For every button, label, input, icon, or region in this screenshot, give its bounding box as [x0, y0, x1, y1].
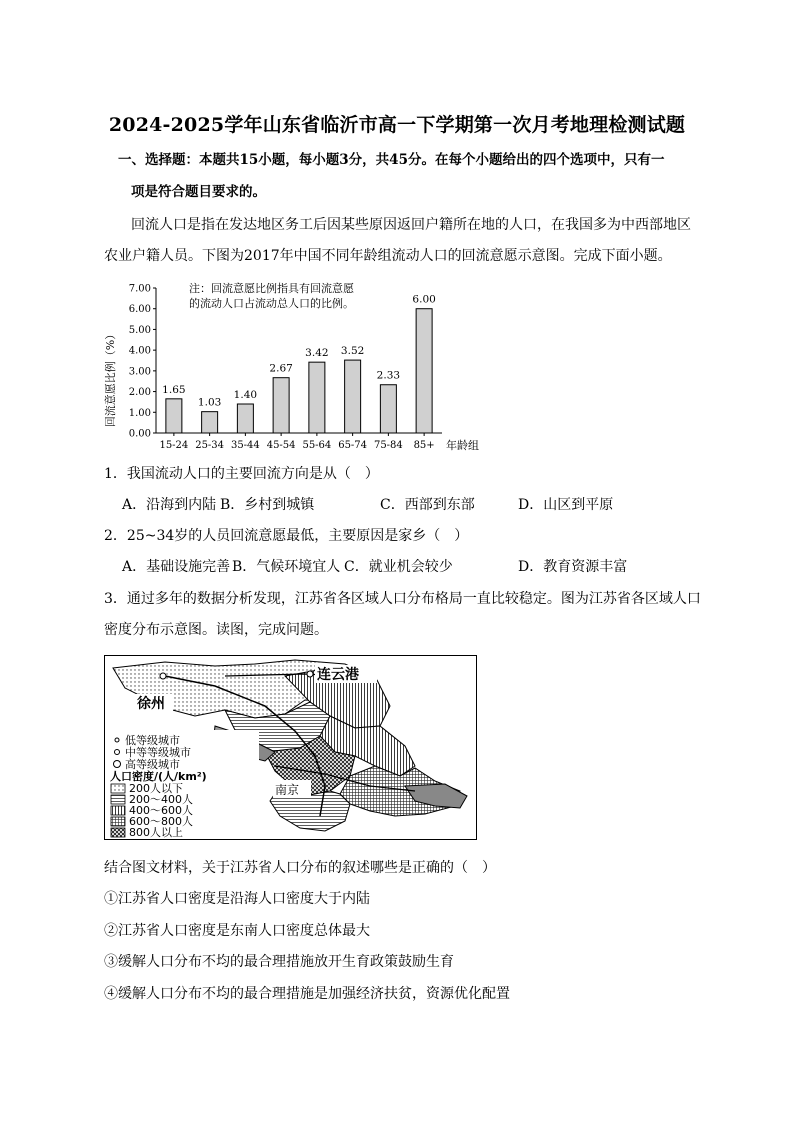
section-heading-line2: 项是符合题目要求的。 [131, 184, 266, 200]
question-3-item-1: ①江苏省人口密度是沿海人口密度大于内陆 [104, 891, 370, 907]
question-3-item-4: ④缓解人口分布不均的最合理措施是加强经济扶贫，资源优化配置 [104, 986, 510, 1002]
chart-bar-value-label: 2.67 [269, 362, 293, 375]
chart-x-axis-label: 年龄组 [446, 439, 479, 452]
chart-bar [166, 399, 182, 433]
page-title: 2024-2025学年山东省临沂市高一下学期第一次月考地理检测试题 [108, 114, 686, 136]
question-1-option-b: B．乡村到城镇 [220, 497, 315, 513]
chart-bar-value-label: 2.33 [376, 369, 401, 382]
chart-y-tick-label: 5.00 [128, 324, 151, 336]
question-3-item-3: ③缓解人口分布不均的最合理措施放开生育政策鼓励生育 [104, 954, 454, 970]
legend-density-3: 400～600人 [129, 804, 193, 817]
chart-y-tick-label: 0.00 [128, 428, 151, 440]
legend-density-5: 800人以上 [129, 826, 183, 839]
chart-bar-value-label: 1.03 [197, 396, 222, 409]
chart-bar [345, 360, 361, 433]
chart-bar [309, 362, 325, 433]
question-3-intro-line2: 密度分布示意图。读图，完成问题。 [104, 622, 328, 638]
legend-high-city: 高等级城市 [125, 758, 180, 771]
intro-line1: 回流人口是指在发达地区务工后因某些原因返回户籍所在地的人口，在我国多为中西部地区 [131, 217, 691, 233]
question-1-option-d: D．山区到平原 [518, 497, 614, 513]
city-marker-xuzhou [160, 673, 166, 679]
chart-bar-value-label: 3.52 [340, 345, 365, 358]
question-2-option-a: A．基础设施完善 [122, 559, 231, 575]
chart-y-tick-label: 6.00 [128, 304, 151, 316]
chart-y-tick-label: 4.00 [128, 345, 151, 357]
chart-bar-value-label: 3.42 [305, 347, 329, 360]
question-2-option-b: B．气候环境宜人 [232, 559, 341, 575]
chart-bar-value-label: 1.65 [162, 383, 186, 396]
legend-density-4: 600～800人 [129, 815, 193, 828]
legend-mid-city: 中等等级城市 [125, 746, 191, 759]
map-drawing [105, 656, 477, 840]
chart-y-tick-label: 1.00 [128, 407, 151, 419]
chart-bar-value-label: 1.40 [233, 389, 258, 401]
chart-note [189, 281, 354, 310]
intro-line2: 农业户籍人员。下图为2017年中国不同年龄组流动人口的回流意愿示意图。完成下面小题。 [104, 248, 672, 264]
question-3-item-2: ②江苏省人口密度是东南人口密度总体最大 [104, 923, 370, 939]
legend-density-title: 人口密度/(人/km²) [110, 770, 207, 783]
question-1-stem: 1．我国流动人口的主要回流方向是从（ ） [104, 466, 379, 482]
chart-bar [273, 378, 289, 433]
city-label-nanjing: 南京 [275, 783, 300, 797]
chart-x-tick-label: 15-24 [159, 440, 189, 451]
chart-note-line1: 注：回流意愿比例指具有回流意愿 [189, 282, 354, 295]
map-legend [109, 730, 259, 839]
question-2-stem: 2．25~34岁的人员回流意愿最低，主要原因是家乡（ ） [104, 528, 469, 544]
jiangsu-population-density-map [104, 655, 477, 840]
chart-y-tick-label: 3.00 [128, 366, 151, 378]
legend-density-2: 200～400人 [129, 793, 193, 806]
chart-y-tick-label: 2.00 [128, 387, 151, 399]
chart-x-tick-label: 85+ [413, 440, 435, 451]
chart-bar [380, 385, 396, 433]
legend-low-city: 低等级城市 [125, 734, 180, 747]
question-3-intro-line1: 3．通过多年的数据分析发现，江苏省各区域人口分布格局一直比较稳定。图为江苏省各区域人口 [104, 591, 701, 607]
question-2-option-c: C．就业机会较少 [344, 559, 453, 575]
chart-x-tick-label: 35-44 [230, 440, 260, 451]
chart-bar [237, 404, 253, 433]
chart-note-line2: 的流动人口占流动总人口的比例。 [189, 297, 354, 310]
city-label-lianyungang: 连云港 [317, 667, 359, 683]
chart-x-tick-label: 25-34 [195, 440, 225, 451]
chart-y-axis-label: 回流意愿比例（%） [104, 328, 117, 428]
city-marker-lianyungang [307, 671, 313, 677]
question-1-option-c: C．西部到东部 [380, 497, 475, 513]
chart-x-tick-label: 45-54 [266, 440, 296, 451]
question-3-stem: 结合图文材料，关于江苏省人口分布的叙述哪些是正确的（ ） [104, 860, 496, 876]
chart-bar [202, 412, 218, 433]
chart-x-tick-label: 55-64 [302, 440, 332, 451]
section-heading-line1: 一、选择题：本题共15小题，每小题3分，共45分。在每个小题给出的四个选项中，只有一 [118, 152, 665, 168]
question-1-option-a: A．沿海到内陆 [122, 497, 217, 513]
chart-y-tick-label: 7.00 [128, 283, 151, 295]
return-willingness-bar-chart [100, 278, 500, 458]
chart-x-tick-label: 65-74 [338, 440, 368, 451]
chart-bar-value-label: 6.00 [412, 293, 436, 306]
legend-density-1: 200人以下 [129, 782, 183, 795]
question-2-option-d: D．教育资源丰富 [518, 559, 628, 575]
city-label-xuzhou: 徐州 [137, 696, 165, 712]
chart-bar [416, 309, 432, 433]
chart-x-tick-label: 75-84 [373, 440, 403, 451]
